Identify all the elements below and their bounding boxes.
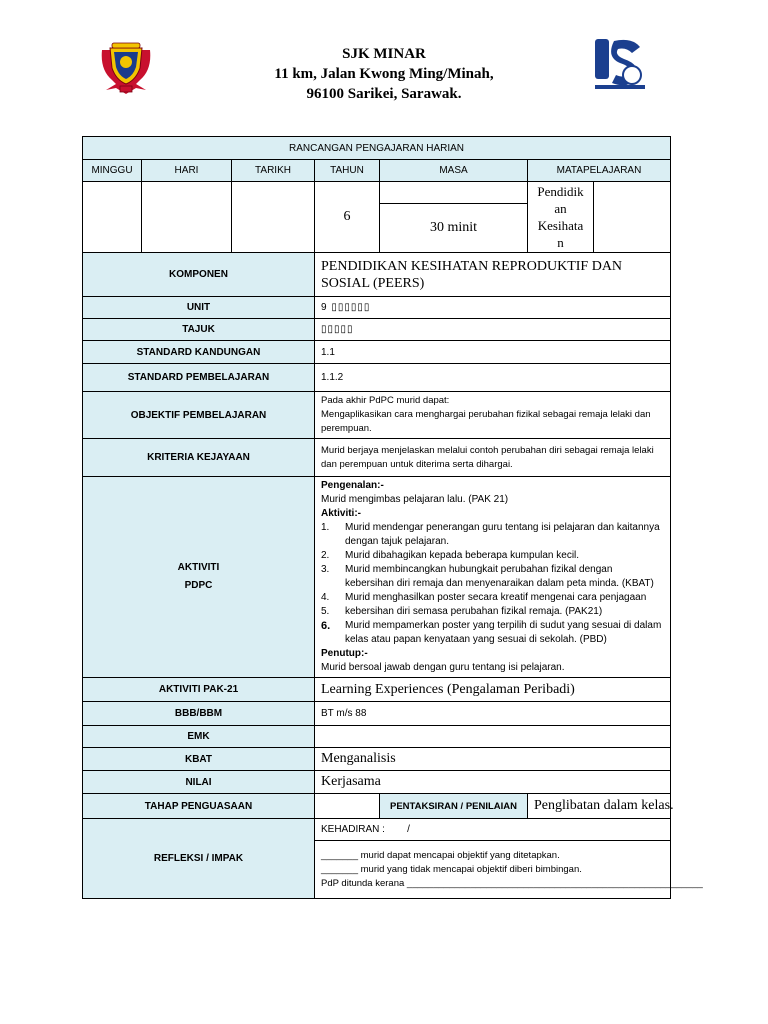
col-header-masa: MASA [380, 160, 528, 182]
value-pentaksiran: Penglibatan dalam kelas. [528, 794, 671, 819]
col-header-matapelajaran: MATAPELAJARAN [528, 160, 671, 182]
list-item [321, 591, 664, 605]
pengenalan-label: Pengenalan:- [321, 480, 384, 491]
refleksi-line-3: PdP ditunda kerana ________________________________________________________ [321, 877, 703, 889]
step-number: 5. [321, 606, 330, 617]
label-tahap: TAHAP PENGUASAAN [83, 794, 315, 819]
value-unit: 9 ▯▯▯▯▯▯ [315, 297, 671, 319]
cell-masa-top [380, 182, 528, 204]
value-kbat: Menganalisis [315, 748, 671, 771]
aktiviti-steps [321, 521, 664, 647]
table-title: RANCANGAN PENGAJARAN HARIAN [83, 137, 671, 160]
label-komponen: KOMPONEN [83, 253, 315, 297]
step-text: Murid mendengar penerangan guru tentang isi pelajaran dan kaitannya dengan tajuk pelajaran. [345, 522, 660, 547]
value-kriteria: Murid berjaya menjelaskan melalui contoh perubahan diri sebagai remaja lelaki dan perempuan untuk diterima serta dihargai. [315, 439, 671, 477]
cell-subject-extra [594, 182, 671, 253]
col-header-minggu: MINGGU [83, 160, 142, 182]
col-header-tarikh: TARIKH [232, 160, 315, 182]
refleksi-line-1: _______ murid dapat mencapai objektif yang ditetapkan. [321, 849, 560, 861]
cell-tahun: 6 [315, 182, 380, 253]
label-emk: EMK [83, 726, 315, 748]
list-item [321, 619, 664, 647]
label-standard-pembelajaran: STANDARD PEMBELAJARAN [83, 364, 315, 392]
subject-line-2: an [554, 201, 567, 216]
school-crest-logo [96, 40, 156, 96]
aktiviti-label-line-2: PDPC [184, 580, 213, 591]
cell-hari [142, 182, 232, 253]
objektif-line-1: Pada akhir PdPC murid dapat: [321, 395, 450, 406]
label-objektif: OBJEKTIF PEMBELAJARAN [83, 392, 315, 439]
penutup-label: Penutup:- [321, 648, 368, 659]
label-nilai: NILAI [83, 771, 315, 794]
label-aktiviti [83, 477, 315, 678]
penutup-text: Murid bersoal jawab dengan guru tentang isi pelajaran. [321, 662, 565, 673]
step-number: 6. [321, 620, 331, 632]
value-standard-kandungan: 1.1 [315, 341, 671, 364]
cell-masa: 30 minit [380, 204, 528, 253]
value-kehadiran: KEHADIRAN : / [315, 819, 671, 841]
cell-tarikh [232, 182, 315, 253]
label-kbat: KBAT [83, 748, 315, 771]
list-item [321, 605, 664, 619]
list-item [321, 549, 664, 563]
label-refleksi: REFLEKSI / IMPAK [83, 819, 315, 899]
refleksi-line-2: _______ murid yang tidak mencapai objektif diberi bimbingan. [321, 863, 582, 875]
aktiviti-label: Aktiviti:- [321, 508, 361, 519]
step-number: 3. [321, 564, 330, 575]
cell-subject [528, 182, 594, 253]
value-refleksi [315, 841, 703, 899]
col-header-tahun: TAHUN [315, 160, 380, 182]
ministry-logo [592, 35, 648, 93]
school-name: SJK MINAR [342, 46, 426, 62]
col-header-hari: HARI [142, 160, 232, 182]
label-tajuk: TAJUK [83, 319, 315, 341]
label-kriteria: KRITERIA KEJAYAAN [83, 439, 315, 477]
step-text: Murid dibahagikan kepada beberapa kumpulan kecil. [345, 550, 580, 561]
aktiviti-label-line-1: AKTIVITI [177, 562, 220, 573]
objektif-line-2: Mengaplikasikan cara menghargai perubahan fizikal sebagai remaja lelaki dan perempuan. [321, 409, 651, 434]
value-aktiviti [315, 477, 671, 678]
rph-table [82, 136, 703, 899]
list-item [321, 521, 664, 549]
step-text: Murid membincangkan hubungkait perubahan fizikal dengan kebersihan diri remaja dan menyenaraikan dalam peta minda. (KBAT) [345, 564, 654, 589]
school-address-line2: 96100 Sarikei, Sarawak. [306, 86, 462, 102]
value-emk [315, 726, 671, 748]
value-tahap [315, 794, 380, 819]
label-standard-kandungan: STANDARD KANDUNGAN [83, 341, 315, 364]
cell-minggu [83, 182, 142, 253]
value-tajuk: ▯▯▯▯▯ [315, 319, 671, 341]
label-bbb: BBB/BBM [83, 702, 315, 726]
subject-line-4: n [557, 235, 564, 250]
step-number: 1. [321, 522, 330, 533]
value-nilai: Kerjasama [315, 771, 671, 794]
pengenalan-text: Murid mengimbas pelajaran lalu. (PAK 21) [321, 494, 509, 505]
label-unit: UNIT [83, 297, 315, 319]
step-text: Murid mempamerkan poster yang terpilih di sudut yang sesuai di dalam kelas atau papan kenyataan yang sesuai di sekolah. (PBD) [345, 620, 662, 645]
value-bbb: BT m/s 88 [315, 702, 671, 726]
list-item [321, 563, 664, 591]
step-text: Murid menghasilkan poster secara kreatif mengenai cara penjagaan [345, 592, 647, 603]
value-komponen: PENDIDIKAN KESIHATAN REPRODUKTIF DAN SOSIAL (PEERS) [315, 253, 671, 297]
school-address-line1: 11 km, Jalan Kwong Ming/Minah, [274, 66, 494, 82]
value-objektif [315, 392, 671, 439]
subject-line-3: Kesihata [537, 218, 584, 233]
label-pentaksiran: PENTAKSIRAN / PENILAIAN [380, 794, 528, 819]
value-pak21: Learning Experiences (Pengalaman Peribadi) [315, 678, 671, 702]
step-text: kebersihan diri semasa perubahan fizikal remaja. (PAK21) [345, 606, 603, 617]
step-number: 4. [321, 592, 330, 603]
subject-line-1: Pendidik [537, 184, 584, 199]
value-standard-pembelajaran: 1.1.2 [315, 364, 671, 392]
step-number: 2. [321, 550, 330, 561]
label-pak21: AKTIVITI PAK-21 [83, 678, 315, 702]
